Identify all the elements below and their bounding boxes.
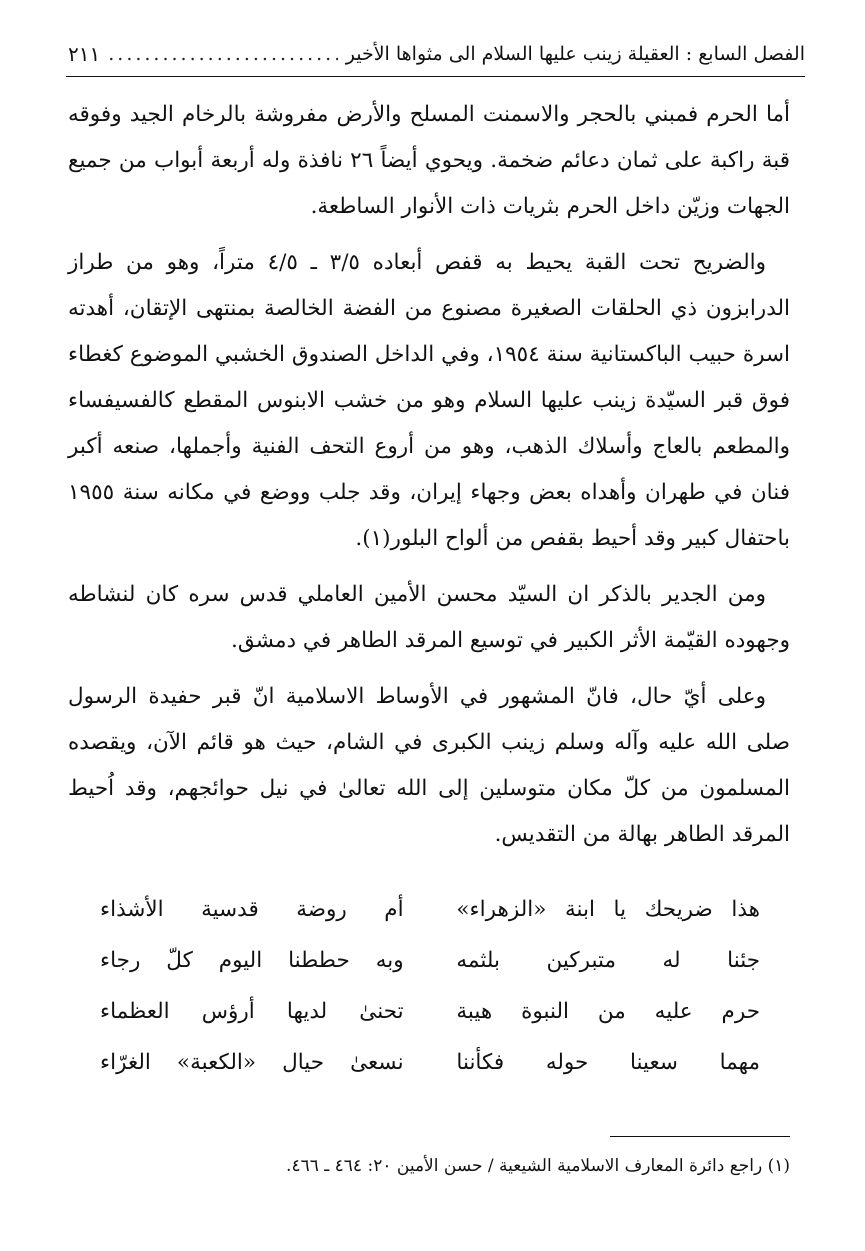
header-rule <box>66 76 805 77</box>
poem-verse <box>100 1037 760 1088</box>
footnote: (١) راجع دائرة المعارف الاسلامية الشيعية / حسن الأمين ٢٠: ٤٦٤ ـ ٤٦٦. <box>286 1156 790 1176</box>
paragraph: وعلى أيّ حال، فانّ المشهور في الأوساط الاسلامية انّ قبر حفيدة الرسول صلى الله عليه وآله وسلم زينب الكبرى في الشام، حيث هو قائم الآن، ويقصده المسلمون من كلّ مكان متوسلين إلى الله تعالىٰ في نيل حوائجهم، وقد اُحيط المرقد الطاهر بهالة من التقديس. <box>68 684 790 847</box>
poem <box>100 884 760 1088</box>
running-title: الفصل السابع : العقيلة زينب عليها السلام الى مثواها الأخير <box>345 43 805 65</box>
poem-verse <box>100 935 760 986</box>
poem-first-hemistich: جئنا له متبركين بلثمه <box>456 948 760 973</box>
poem-second-hemistich: وبه حططنا اليوم كلّ رجاء <box>100 948 404 973</box>
paragraph: والضريح تحت القبة يحيط به قفص أبعاده ٣/٥ ـ ٤/٥ متراً، وهو من طراز الدرابزون ذي الحلقات الصغيرة مصنوع من الفضة الخالصة بمنتهى الإتقان، أهدته اسرة حبيب الباكستانية سنة ١٩٥٤، وفي الداخل الصندوق الخشبي الموضوع كغطاء فوق قبر السيّدة زينب عليها السلام وهو من خشب الابنوس المقطع كالفسيفساء والمطعم بالعاج وأسلاك الذهب، وهو من أروع التحف الفنية وأجملها، صنعه أكبر فنان في طهران وأهداه بعض وجهاء إيران، وقد جلب ووضع في مكانه سنة ١٩٥٥ باحتفال كبير وقد أحيط بقفص من ألواح البلور(١). <box>68 250 790 551</box>
paragraph: ومن الجدير بالذكر ان السيّد محسن الأمين العاملي قدس سره كان لنشاطه وجهوده القيّمة الأثر الكبير في توسيع المرقد الطاهر في دمشق. <box>68 582 790 653</box>
page-number: ٢١١ <box>68 42 101 66</box>
poem-second-hemistich: تحنىٰ لديها أرؤس العظماء <box>100 999 404 1024</box>
page-header <box>68 34 805 74</box>
poem-first-hemistich: مهما سعينا حوله فكأننا <box>456 1050 760 1075</box>
body-text <box>68 92 790 868</box>
poem-verse <box>100 884 760 935</box>
poem-first-hemistich: هذا ضريحك يا ابنة «الزهراء» <box>456 897 760 922</box>
footnote-rule <box>610 1136 790 1137</box>
poem-second-hemistich: نسعىٰ حيال «الكعبة» الغرّاء <box>100 1050 404 1075</box>
poem-first-hemistich: حرم عليه من النبوة هيبة <box>456 999 760 1024</box>
dot-leader <box>108 43 338 65</box>
poem-second-hemistich: أم روضة قدسية الأشذاء <box>100 897 404 922</box>
paragraph: أما الحرم فمبني بالحجر والاسمنت المسلح والأرض مفروشة بالرخام الجيد وفوقه قبة راكبة على ثمان دعائم ضخمة. ويحوي أيضاً ٢٦ نافذة وله أربعة أبواب من جميع الجهات وزيّن داخل الحرم بثريات ذات الأنوار الساطعة. <box>68 102 790 219</box>
poem-verse <box>100 986 760 1037</box>
